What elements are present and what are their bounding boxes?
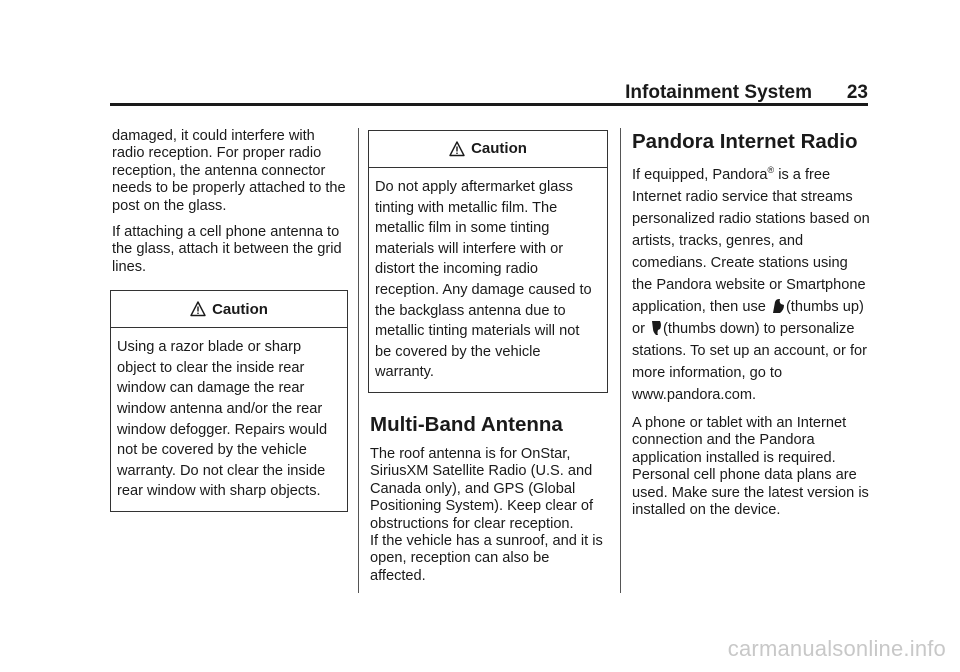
paragraph: If the vehicle has a sunroof, and it is open, reception can also be affected.	[370, 532, 603, 584]
page-number: 23	[846, 82, 868, 103]
paragraph: The roof antenna is for OnStar, SiriusXM Satellite Radio (U.S. and Canada only), and GPS (Global Positioning System). Keep clear of obstructions for clear reception.	[370, 445, 594, 532]
section-heading: Pandora Internet Radio	[632, 130, 858, 153]
column-3	[632, 128, 872, 528]
caution-heading	[111, 291, 347, 328]
text-run: (thumbs up)	[785, 299, 864, 315]
thumbs-up-icon	[771, 298, 785, 314]
registered-mark: ®	[767, 165, 775, 176]
thumbs-down-icon	[650, 320, 662, 336]
text-run: is a free Internet radio service that streams personalized radio stations based on artists, tracks, genres, and comedians. Create stations using the Pandora website or Smartphone application, then use	[632, 167, 870, 315]
column-1	[112, 128, 348, 524]
paragraph: A phone or tablet with an Internet connection and the Pandora application installed is required. Personal cell phone data plans are used. Make sure the latest version is installed on the device.	[632, 415, 869, 519]
column-2	[370, 128, 608, 594]
paragraph: damaged, it could interfere with radio reception. For proper radio reception, the antenna connector needs to be properly attached to the post on the glass.	[112, 128, 346, 214]
caution-label: Caution	[212, 300, 268, 318]
caution-heading	[369, 131, 607, 168]
caution-label: Caution	[471, 140, 527, 158]
section-title: Infotainment System	[625, 82, 812, 103]
watermark: carmanualsonline.info	[727, 636, 946, 661]
paragraph: If attaching a cell phone antenna to the glass, attach it between the grid lines.	[112, 224, 342, 275]
text-run: If equipped, Pandora	[632, 167, 768, 183]
text-run: (thumbs down) to personalize stations. To set up an account, or for more information, go to www.pandora.com.	[632, 321, 867, 403]
paragraph	[632, 164, 872, 406]
section-heading: Multi-Band Antenna	[370, 412, 563, 436]
caution-text: Using a razor blade or sharp object to clear the inside rear window can damage the rear window antenna and/or the rear window defogger. Repairs would not be covered by the vehicle warranty. Do not clear the inside rear window with sharp objects.	[117, 339, 328, 500]
text-run: or	[632, 321, 650, 337]
caution-box	[110, 290, 348, 512]
header-rule	[110, 103, 868, 106]
column-divider-2	[620, 128, 621, 593]
column-divider-1	[358, 128, 359, 593]
caution-text: Do not apply aftermarket glass tinting with metallic film. The metallic film in some tinting materials will interfere with or distort the incoming radio reception. Any damage caused to the backglass antenna due to metallic tinting materials will not be covered by the vehicle warranty.	[375, 179, 592, 381]
warning-icon	[190, 301, 206, 317]
warning-icon	[449, 141, 465, 157]
caution-box	[368, 130, 608, 393]
